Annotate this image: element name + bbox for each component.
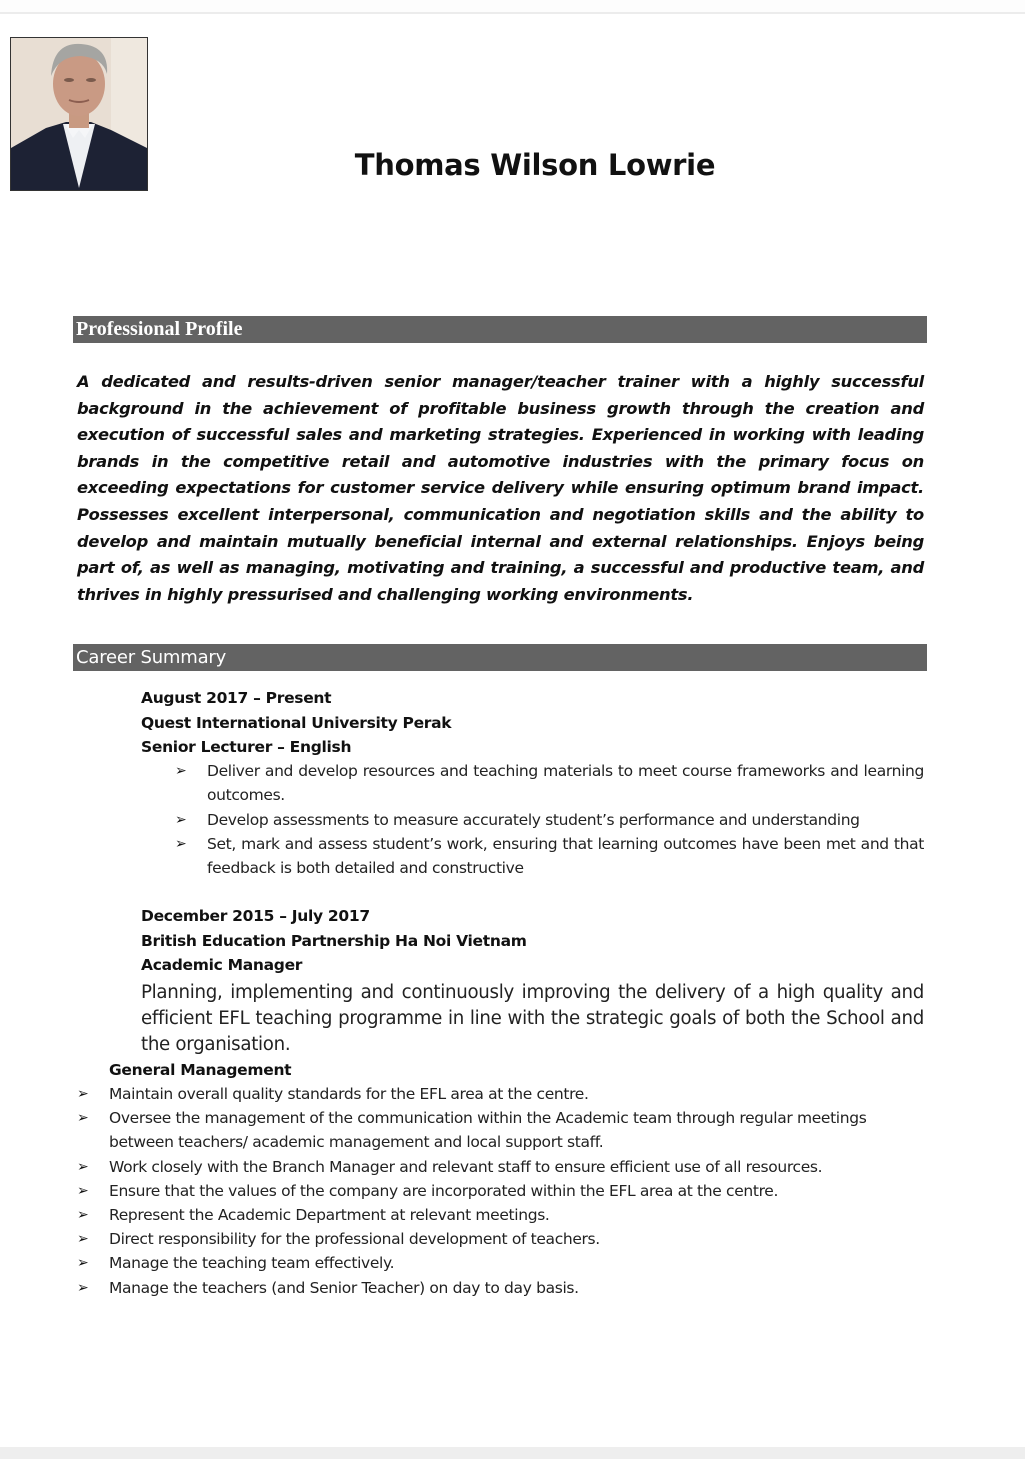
- list-item: [77, 1203, 924, 1227]
- list-item-text: Set, mark and assess student’s work, ensuring that learning outcomes have been met and that feedback is both detailed and constructive: [207, 834, 924, 878]
- list-item-text: Develop assessments to measure accurately student’s performance and understanding: [207, 810, 860, 829]
- arrow-bullet-icon: ➢: [77, 1086, 89, 1102]
- job-dates: August 2017 – Present: [141, 689, 332, 707]
- list-item: [77, 1155, 924, 1179]
- section-heading-career-summary: Career Summary: [73, 644, 927, 671]
- profile-photo: [10, 37, 148, 191]
- profile-summary: A dedicated and results-driven senior manager/teacher trainer with a highly successful background in the achievement of profitable business growth through the creation and execution of successful sales and marketing strategies. Experienced in working with leading brands in the competitive retail and automotive industries with the primary focus on exceeding expectations for customer service delivery while ensuring optimum brand impact. Possesses excellent interpersonal, communication and negotiation skills and the ability to develop and maintain mutually beneficial internal and external relationships. Enjoys being part of, as well as managing, motivating and training, a successful and productive team, and thrives in highly pressurised and challenging working environments.: [77, 372, 924, 604]
- arrow-bullet-icon: ➢: [77, 1231, 89, 1248]
- job-responsibilities-list: [175, 759, 924, 880]
- list-item-text: Oversee the management of the communication within the Academic team through regular meetings between teachers/ academic management and local support staff.: [109, 1109, 867, 1152]
- arrow-bullet-icon: ➢: [77, 1182, 89, 1199]
- list-item-text: Manage the teachers (and Senior Teacher) on day to day basis.: [109, 1278, 579, 1297]
- section-heading-professional-profile: Professional Profile: [73, 316, 927, 343]
- job-organisation: Quest International University Perak: [141, 713, 452, 732]
- list-item: [175, 808, 924, 832]
- job-responsibilities-list: [77, 1082, 924, 1300]
- list-item-text: Represent the Academic Department at relevant meetings.: [109, 1206, 550, 1225]
- list-item: [175, 832, 924, 881]
- job-entry-header: [141, 904, 527, 978]
- list-item-text: Manage the teaching team effectively.: [109, 1254, 395, 1273]
- list-item: [175, 759, 924, 808]
- candidate-name: Thomas Wilson Lowrie: [354, 148, 716, 182]
- list-item: [77, 1227, 924, 1251]
- arrow-bullet-icon: ➢: [77, 1279, 89, 1296]
- list-item: [77, 1276, 924, 1300]
- bottom-edge: [0, 1447, 1025, 1459]
- arrow-bullet-icon: ➢: [77, 1207, 89, 1224]
- list-item-text: Work closely with the Branch Manager and relevant staff to ensure efficient use of all resources.: [109, 1157, 823, 1176]
- arrow-bullet-icon: ➢: [175, 835, 187, 852]
- list-item-text: Ensure that the values of the company are incorporated within the EFL area at the centre.: [109, 1181, 779, 1200]
- arrow-bullet-icon: ➢: [175, 763, 187, 779]
- list-item: [77, 1179, 924, 1203]
- arrow-bullet-icon: ➢: [175, 811, 187, 828]
- list-item-text: Maintain overall quality standards for the EFL area at the centre.: [109, 1085, 589, 1103]
- portrait-image: [11, 38, 147, 190]
- arrow-bullet-icon: ➢: [77, 1158, 89, 1175]
- job-dates: December 2015 – July 2017: [141, 907, 370, 925]
- job-role: Senior Lecturer – English: [141, 738, 352, 756]
- job-entry-header: [141, 686, 451, 760]
- list-item: [77, 1251, 924, 1275]
- top-edge: [0, 0, 1025, 14]
- list-item-text: Deliver and develop resources and teaching materials to meet course frameworks and learning outcomes.: [207, 762, 924, 805]
- job-organisation: British Education Partnership Ha Noi Vietnam: [141, 931, 527, 950]
- subheading-general-management: General Management: [109, 1061, 292, 1079]
- job-role: Academic Manager: [141, 956, 303, 974]
- arrow-bullet-icon: ➢: [77, 1255, 89, 1272]
- list-item: [77, 1106, 924, 1154]
- job-description: Planning, implementing and continuously improving the delivery of a high quality and efficient EFL teaching programme in line with the strategic goals of both the School and the organisation.: [141, 982, 924, 1055]
- arrow-bullet-icon: ➢: [77, 1110, 89, 1127]
- list-item: [77, 1082, 924, 1106]
- list-item-text: Direct responsibility for the professional development of teachers.: [109, 1230, 600, 1249]
